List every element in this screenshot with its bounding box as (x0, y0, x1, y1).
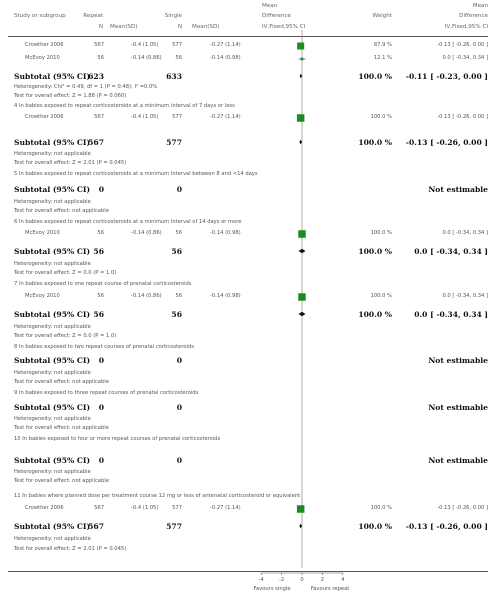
study-name: McEvoy 2010 (25, 230, 60, 236)
study-name: McEvoy 2010 (25, 55, 60, 61)
favours-left-label: Favours single (253, 586, 291, 592)
study-name: McEvoy 2010 (25, 293, 60, 299)
subtotal-ci: 0.0 [ -0.34, 0.34 ] (414, 310, 488, 319)
single-mean-sd: -0.27 (1.14) (210, 42, 241, 48)
pooled-estimate-diamond (299, 312, 306, 317)
single-n: 577 (172, 42, 182, 48)
ci-value: -0.13 [ -0.26, 0.00 ] (437, 114, 488, 120)
single-n: 577 (172, 505, 182, 511)
subtotal-repeat-n: 56 (93, 310, 104, 319)
repeat-mean-sd: -0.4 (1.05) (131, 505, 159, 511)
repeat-n: 56 (97, 293, 104, 299)
subtotal-repeat-n: 567 (88, 522, 104, 531)
x-tick-label: -4 (258, 577, 264, 583)
subtotal-weight: 100.0 % (358, 522, 392, 531)
repeat-mean-sd: -0.4 (1.05) (131, 42, 159, 48)
subtotal-ci: -0.13 [ -0.26, 0.00 ] (405, 522, 488, 531)
subtotal-ci: -0.13 [ -0.26, 0.00 ] (405, 138, 488, 147)
subgroup-statistic: Test for overall effect: not applicable (14, 208, 109, 214)
study-name: Crowther 2006 (25, 505, 64, 511)
weight-value: 100.0 % (370, 230, 392, 236)
subtotal-label: Subtotal (95% CI) (14, 72, 91, 81)
x-tick-label: -2 (279, 577, 285, 583)
subtotal-single-n: 0 (176, 185, 182, 194)
header-mdr-2: Difference (459, 13, 488, 19)
weight-value: 87.9 % (373, 42, 392, 48)
subtotal-label: Subtotal (95% CI) (14, 247, 91, 256)
single-n: 56 (175, 230, 182, 236)
subtotal-weight: 100.0 % (358, 247, 392, 256)
repeat-n: 567 (94, 42, 104, 48)
pooled-estimate-diamond (299, 249, 306, 254)
favours-right-label: Favours repeat (310, 586, 350, 592)
study-weight-marker (297, 114, 305, 122)
pooled-estimate-diamond (300, 74, 302, 79)
subgroup-statistic: Test for overall effect: Z = 0.0 (P = 1.0) (14, 333, 117, 339)
subgroup-statistic: Test for overall effect: Z = 2.01 (P = 0.045) (14, 546, 127, 552)
subtotal-label: Subtotal (95% CI) (14, 403, 91, 412)
header-mdr-3: IV,Fixed,95% CI (444, 24, 488, 30)
subtotal-single-n: 56 (171, 310, 182, 319)
header-n-single: N (177, 24, 182, 30)
study-name: Crowther 2006 (25, 42, 64, 48)
subtotal-repeat-n: 567 (88, 138, 104, 147)
weight-value: 100.0 % (370, 293, 392, 299)
single-n: 577 (172, 114, 182, 120)
subgroup-heading: 4 In babies exposed to repeat corticosteroids at a minimum interval of 7 days or less (14, 103, 235, 109)
header-repeat: Repeat (83, 13, 103, 19)
single-n: 56 (175, 55, 182, 61)
subgroup-statistic: Test for overall effect: Z = 2.01 (P = 0.045) (14, 160, 127, 166)
header-md-2: Difference (262, 13, 291, 19)
subgroup-statistic: Heterogeneity: not applicable (14, 370, 91, 376)
study-name: Crowther 2006 (25, 114, 64, 120)
header-md-3: IV,Fixed,95% CI (262, 24, 306, 30)
subtotal-label: Subtotal (95% CI) (14, 456, 91, 465)
subgroup-statistic: Heterogeneity: Chi² = 0.49, df = 1 (P = 0.48); I² =0.0% (14, 84, 158, 90)
header-single: Single (164, 13, 182, 19)
subtotal-ci: 0.0 [ -0.34, 0.34 ] (414, 247, 488, 256)
subtotal-repeat-n: 623 (88, 72, 104, 81)
single-mean-sd: -0.14 (0.98) (210, 230, 241, 236)
single-mean-sd: -0.14 (0.98) (210, 293, 241, 299)
pooled-estimate-diamond (299, 524, 302, 529)
subtotal-label: Subtotal (95% CI) (14, 310, 91, 319)
study-weight-marker (298, 293, 306, 301)
subgroup-heading: 10 In babies exposed to four or more repeat courses of prenatal corticosteroids (14, 436, 221, 442)
subtotal-label: Subtotal (95% CI) (14, 356, 91, 365)
subgroup-statistic: Heterogeneity: not applicable (14, 469, 91, 475)
ci-value: 0.0 [ -0.34, 0.34 ] (442, 293, 488, 299)
subtotal-label: Subtotal (95% CI) (14, 522, 91, 531)
subtotal-repeat-n: 0 (98, 356, 104, 365)
repeat-mean-sd: -0.14 (0.86) (131, 293, 162, 299)
subtotal-label: Subtotal (95% CI) (14, 138, 91, 147)
subtotal-repeat-n: 0 (98, 456, 104, 465)
x-tick-label: 0 (300, 577, 304, 583)
subgroup-statistic: Test for overall effect: not applicable (14, 478, 109, 484)
study-weight-marker (297, 505, 305, 513)
subtotal-single-n: 0 (176, 456, 182, 465)
repeat-n: 567 (94, 114, 104, 120)
subgroup-statistic: Heterogeneity: not applicable (14, 536, 91, 542)
ci-value: 0.0 [ -0.34, 0.34 ] (442, 230, 488, 236)
weight-value: 100.0 % (370, 114, 392, 120)
x-tick-label: 4 (341, 577, 345, 583)
subgroup-heading: 9 In babies exposed to three repeat courses of prenatal corticosteroids (14, 390, 199, 396)
subtotal-weight: 100.0 % (358, 72, 392, 81)
subgroup-statistic: Test for overall effect: Z = 0.0 (P = 1.0) (14, 270, 117, 276)
single-n: 56 (175, 293, 182, 299)
subgroup-statistic: Test for overall effect: not applicable (14, 425, 109, 431)
study-weight-marker (301, 58, 304, 61)
subtotal-single-n: 56 (171, 247, 182, 256)
subgroup-statistic: Heterogeneity: not applicable (14, 261, 91, 267)
subtotal-ci: Not estimable (428, 456, 488, 465)
repeat-mean-sd: -0.14 (0.86) (131, 55, 162, 61)
header-md-1: Mean (262, 3, 278, 9)
subgroup-statistic: Heterogeneity: not applicable (14, 324, 91, 330)
subgroup-heading: 11 In babies where planned dose per treatment course 12 mg or less of antenatal corticosteroid or equivalent (14, 493, 301, 499)
subgroup-statistic: Heterogeneity: not applicable (14, 199, 91, 205)
subtotal-single-n: 577 (166, 522, 182, 531)
subgroup-statistic: Test for overall effect: not applicable (14, 379, 109, 385)
subtotal-single-n: 0 (176, 403, 182, 412)
subtotal-repeat-n: 0 (98, 403, 104, 412)
subtotal-single-n: 633 (166, 72, 182, 81)
study-weight-marker (298, 230, 306, 238)
repeat-mean-sd: -0.14 (0.86) (131, 230, 162, 236)
header-weight: Weight (372, 13, 392, 19)
subtotal-single-n: 577 (166, 138, 182, 147)
repeat-n: 56 (97, 55, 104, 61)
pooled-estimate-diamond (299, 140, 302, 145)
subtotal-weight: 100.0 % (358, 310, 392, 319)
repeat-n: 567 (94, 505, 104, 511)
subtotal-single-n: 0 (176, 356, 182, 365)
subtotal-repeat-n: 0 (98, 185, 104, 194)
single-mean-sd: -0.14 (0.98) (210, 55, 241, 61)
header-meansd-repeat: Mean(SD) (110, 24, 138, 30)
subtotal-weight: 100.0 % (358, 138, 392, 147)
subtotal-label: Subtotal (95% CI) (14, 185, 91, 194)
ci-value: -0.13 [ -0.26, 0.00 ] (437, 42, 488, 48)
weight-value: 100.0 % (370, 505, 392, 511)
weight-value: 12.1 % (373, 55, 392, 61)
subtotal-ci: -0.11 [ -0.23, 0.00 ] (405, 72, 488, 81)
header-n-repeat: N (98, 24, 103, 30)
subgroup-heading: 5 In babies exposed to repeat corticosteroids at a minimum interval between 8 and <14 days (14, 171, 258, 177)
header-meansd-single: Mean(SD) (192, 24, 220, 30)
ci-value: 0.0 [ -0.34, 0.34 ] (442, 55, 488, 61)
subgroup-statistic: Heterogeneity: not applicable (14, 151, 91, 157)
subgroup-heading: 8 In babies exposed to two repeat courses of prenatal corticosteroids (14, 344, 194, 350)
subtotal-repeat-n: 56 (93, 247, 104, 256)
subgroup-heading: 6 In babies exposed to repeat corticosteroids at a minimum interval of 14 days or more (14, 219, 242, 225)
subgroup-statistic: Heterogeneity: not applicable (14, 416, 91, 422)
single-mean-sd: -0.27 (1.14) (210, 114, 241, 120)
subgroup-heading: 7 In babies exposed to one repeat course of prenatal corticosteroids (14, 281, 192, 287)
subtotal-ci: Not estimable (428, 185, 488, 194)
repeat-mean-sd: -0.4 (1.05) (131, 114, 159, 120)
repeat-n: 56 (97, 230, 104, 236)
subtotal-ci: Not estimable (428, 403, 488, 412)
subgroup-statistic: Test for overall effect: Z = 1.88 (P = 0.060) (14, 93, 127, 99)
subtotal-ci: Not estimable (428, 356, 488, 365)
ci-value: -0.13 [ -0.26, 0.00 ] (437, 505, 488, 511)
header-mdr-1: Mean (472, 3, 488, 9)
header-study: Study or subgroup (14, 13, 66, 19)
study-weight-marker (297, 42, 304, 49)
single-mean-sd: -0.27 (1.14) (210, 505, 241, 511)
x-tick-label: 2 (320, 577, 325, 583)
